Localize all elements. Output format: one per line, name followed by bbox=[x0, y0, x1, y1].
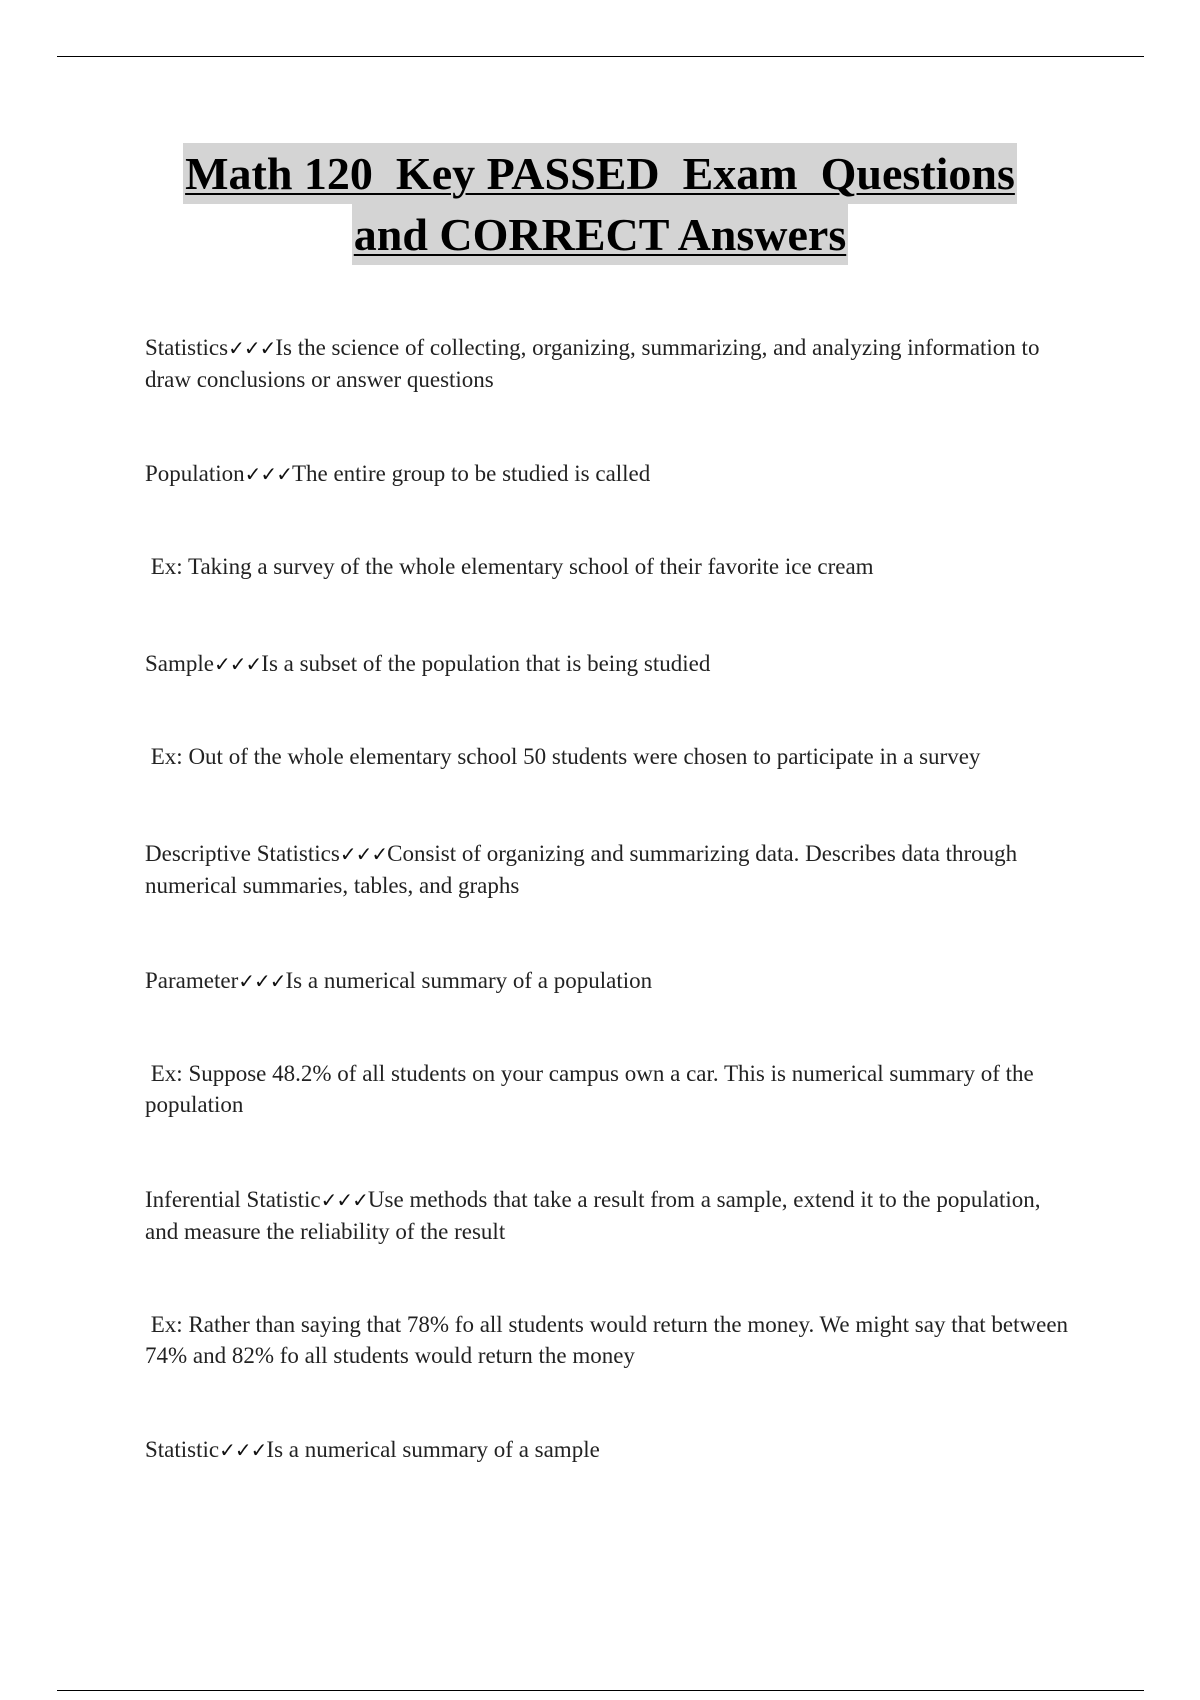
term: Inferential Statistic bbox=[145, 1187, 321, 1212]
check-marks-icon: ✓✓✓ bbox=[339, 842, 388, 866]
term: Descriptive Statistics bbox=[145, 841, 340, 866]
term: Parameter bbox=[145, 968, 239, 993]
definition: Is a numerical summary of a population bbox=[285, 968, 653, 993]
entry-statistic bbox=[145, 1434, 1070, 1466]
check-marks-icon: ✓✓✓ bbox=[228, 336, 276, 360]
definition: Use methods that take a result from a sample, extend it to the population, and measure the reliability of the result bbox=[145, 1187, 1041, 1244]
entry-statistics bbox=[145, 332, 1070, 395]
example-inferential-statistic: Ex: Rather than saying that 78% fo all students would return the money. We might say that between 74% and 82% fo all students would return the money bbox=[145, 1312, 1074, 1368]
example-sample: Ex: Out of the whole elementary school 50 students were chosen to participate in a survey bbox=[145, 744, 981, 769]
definition: Is a subset of the population that is being studied bbox=[261, 651, 711, 676]
definition: Is a numerical summary of a sample bbox=[266, 1437, 600, 1462]
title-line-2: and CORRECT Answers bbox=[352, 204, 848, 265]
term: Statistics bbox=[145, 335, 229, 360]
entry-inferential-statistic bbox=[145, 1184, 1070, 1247]
check-marks-icon: ✓✓✓ bbox=[320, 1188, 368, 1212]
title-line-1: Math 120 Key PASSED Exam Questions bbox=[183, 143, 1017, 204]
definition: Consist of organizing and summarizing data. Describes data through numerical summaries, tables, and graphs bbox=[145, 841, 1018, 898]
bottom-divider bbox=[57, 1690, 1144, 1691]
check-marks-icon: ✓✓✓ bbox=[214, 652, 262, 676]
check-marks-icon: ✓✓✓ bbox=[238, 969, 286, 993]
example-population: Ex: Taking a survey of the whole elementary school of their favorite ice cream bbox=[145, 554, 874, 579]
term: Sample bbox=[145, 651, 214, 676]
entry-descriptive-statistics bbox=[145, 838, 1070, 901]
example-parameter: Ex: Suppose 48.2% of all students on your campus own a car. This is numerical summary of the population bbox=[145, 1061, 1040, 1117]
entry-parameter bbox=[145, 965, 1070, 997]
top-divider bbox=[57, 56, 1144, 57]
term: Population bbox=[145, 461, 245, 486]
entry-population bbox=[145, 458, 1070, 490]
page-title bbox=[0, 143, 1200, 265]
check-marks-icon: ✓✓✓ bbox=[219, 1438, 267, 1462]
check-marks-icon: ✓✓✓ bbox=[244, 462, 292, 486]
definition: Is the science of collecting, organizing, summarizing, and analyzing information to draw conclusions or answer questions bbox=[145, 335, 1040, 392]
entry-sample bbox=[145, 648, 1070, 680]
definition: The entire group to be studied is called bbox=[291, 461, 651, 486]
term: Statistic bbox=[145, 1437, 220, 1462]
